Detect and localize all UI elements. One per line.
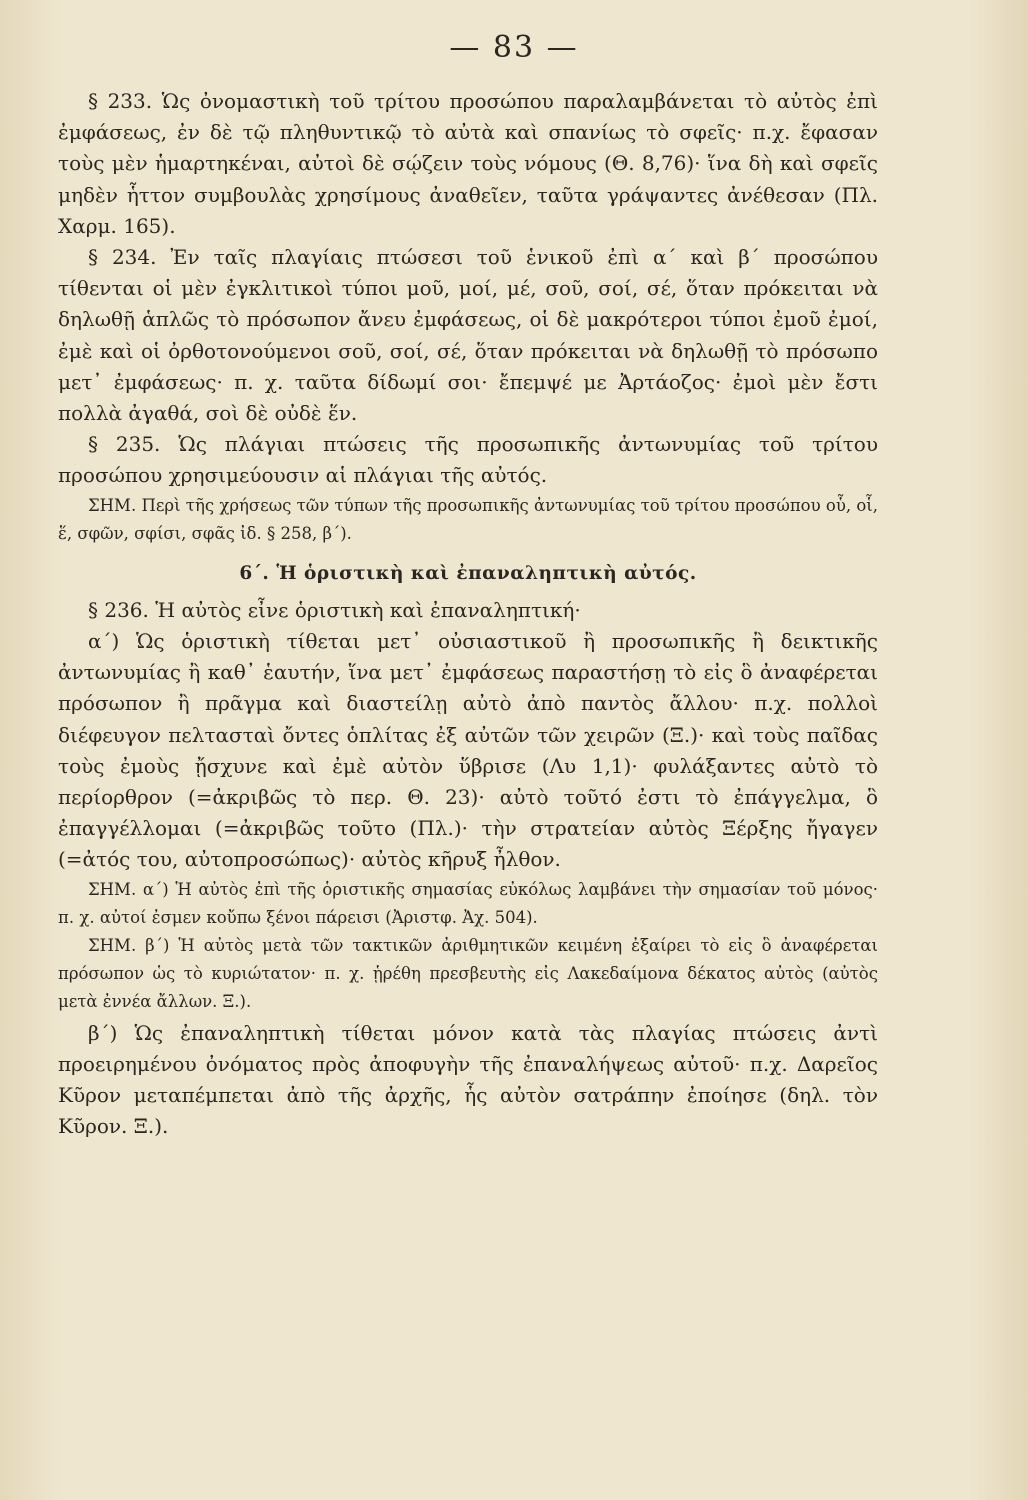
page-body <box>58 86 878 1142</box>
paragraph-235: § 235. Ὡς πλάγιαι πτώσεις τῆς προσωπικῆς ἀντωνυμίας τοῦ τρίτου προσώπου χρησιμεύουσιν αἱ πλάγιαι τῆς αὐτός. <box>58 432 878 488</box>
section-heading: 6΄. Ἡ ὁριστικὴ καὶ ἐπαναληπτικὴ αὐτός. <box>239 562 697 584</box>
paragraph-236-a: α΄) Ὡς ὁριστικὴ τίθεται μετ᾽ οὐσιαστικοῦ ἢ προσωπικῆς ἢ δεικτικῆς ἀντωνυμίας ἢ καθ᾽ ἑαυτήν, ἵνα μετ᾽ ἐμφάσεως παραστήσῃ τὸ εἰς ὃ ἀναφέρεται πρόσωπον ἢ πρᾶγμα καὶ διαστείλῃ αὐτὸ ἀπὸ παντὸς ἄλλου· π.χ. πολλοὶ διέφευγον πελτασταὶ ὄντες ὁπλίτας ἐξ αὐτῶν τῶν χειρῶν (Ξ.)· καὶ τοὺς παῖδας τοὺς ἐμοὺς ᾔσχυνε καὶ ἐμὲ αὐτὸν ὕβρισε (Λυ 1,1)· φυλάξαντες αὐτὸ τὸ περίορθρον (=ἀκριβῶς τὸ περ. Θ. 23)· αὐτὸ τοῦτό ἐστι τὸ ἐπάγγελμα, ὃ ἐπαγγέλλομαι (=ἀκριβῶς τοῦτο (Πλ.)· τὴν στρατείαν αὐτὸς Ξέρξης ἤγαγεν (=ἀτός του, αὐτοπροσώπως)· αὐτὸς κῆρυξ ἦλθον. <box>58 629 878 872</box>
paragraph-236-b: β΄) Ὡς ἐπαναληπτικὴ τίθεται μόνον κατὰ τὰς πλαγίας πτώσεις ἀντὶ προειρημένου ὀνόματος πρὸς ἀποφυγὴν τῆς ἐπαναλήψεως αὐτοῦ· π.χ. Δαρεῖος Κῦρον μεταπέμπεται ἀπὸ τῆς ἀρχῆς, ἧς αὐτὸν σατράπην ἐποίησε (δηλ. τὸν Κῦρον. Ξ.). <box>58 1020 878 1139</box>
page-number: — 83 — <box>449 30 579 65</box>
note-236-a: ΣΗΜ. α΄) Ἡ αὐτὸς ἐπὶ τῆς ὁριστικῆς σημασίας εὐκόλως λαμβάνει τὴν σημασίαν τοῦ μόνος· π. χ. αὐτοί ἐσμεν κοὔπω ξένοι πάρεισι (Ἀριστφ. Ἀχ. 504). <box>58 879 878 927</box>
note-235: ΣΗΜ. Περὶ τῆς χρήσεως τῶν τύπων τῆς προσωπικῆς ἀντωνυμίας τοῦ τρίτου προσώπου οὗ, οἷ, ἕ, σφῶν, σφίσι, σφᾶς ἰδ. § 258, β΄). <box>58 495 878 543</box>
paragraph-234: § 234. Ἐν ταῖς πλαγίαις πτώσεσι τοῦ ἑνικοῦ ἐπὶ α΄ καὶ β΄ προσώπου τίθενται οἱ μὲν ἐγκλιτικοὶ τύποι μοῦ, μοί, μέ, σοῦ, σοί, σέ, ὅταν πρόκειται νὰ δηλωθῇ ἁπλῶς τὸ πρόσωπον ἄνευ ἐμφάσεως, οἱ δὲ μακρότεροι τύποι ἐμοῦ ἐμοί, ἐμὲ καὶ οἱ ὀρθοτονούμενοι σοῦ, σοί, σέ, ὅταν πρόκειται νὰ δηλωθῇ τὸ πρόσωπο μετ᾽ ἐμφάσεως· π. χ. ταῦτα δίδωμί σοι· ἔπεμψέ με Ἀρτάοζος· ἐμοὶ μὲν ἔστι πολλὰ ἀγαθά, σοὶ δὲ οὐδὲ ἕν. <box>58 245 878 426</box>
paragraph-233: § 233. Ὡς ὀνομαστικὴ τοῦ τρίτου προσώπου παραλαμβάνεται τὸ αὐτὸς ἐπὶ ἐμφάσεως, ἐν δὲ τῷ πληθυντικῷ τὸ αὐτὰ καὶ σπανίως τὸ σφεῖς· π.χ. ἔφασαν τοὺς μὲν ἡμαρτηκέναι, αὐτοὶ δὲ σῴζειν τοὺς νόμους (Θ. 8,76)· ἵνα δὴ καὶ σφεῖς μηδὲν ἧττον συμβουλὰς χρησίμους ἀναθεῖεν, ταῦτα γράψαντες ἀνέθεσαν (Πλ. Χαρμ. 165). <box>58 89 878 238</box>
note-236-b: ΣΗΜ. β΄) Ἡ αὐτὸς μετὰ τῶν τακτικῶν ἀριθμητικῶν κειμένη ἐξαίρει τὸ εἰς ὃ ἀναφέρεται πρόσωπον ὡς τὸ κυριώτατον· π. χ. ᾑρέθη πρεσβευτὴς εἰς Λακεδαίμονα δέκατος αὐτὸς (αὐτὸς μετὰ ἐννέα ἄλλων. Ξ.). <box>58 935 878 1011</box>
paragraph-236: § 236. Ἡ αὐτὸς εἶνε ὁριστικὴ καὶ ἐπαναληπτική· <box>88 597 581 622</box>
